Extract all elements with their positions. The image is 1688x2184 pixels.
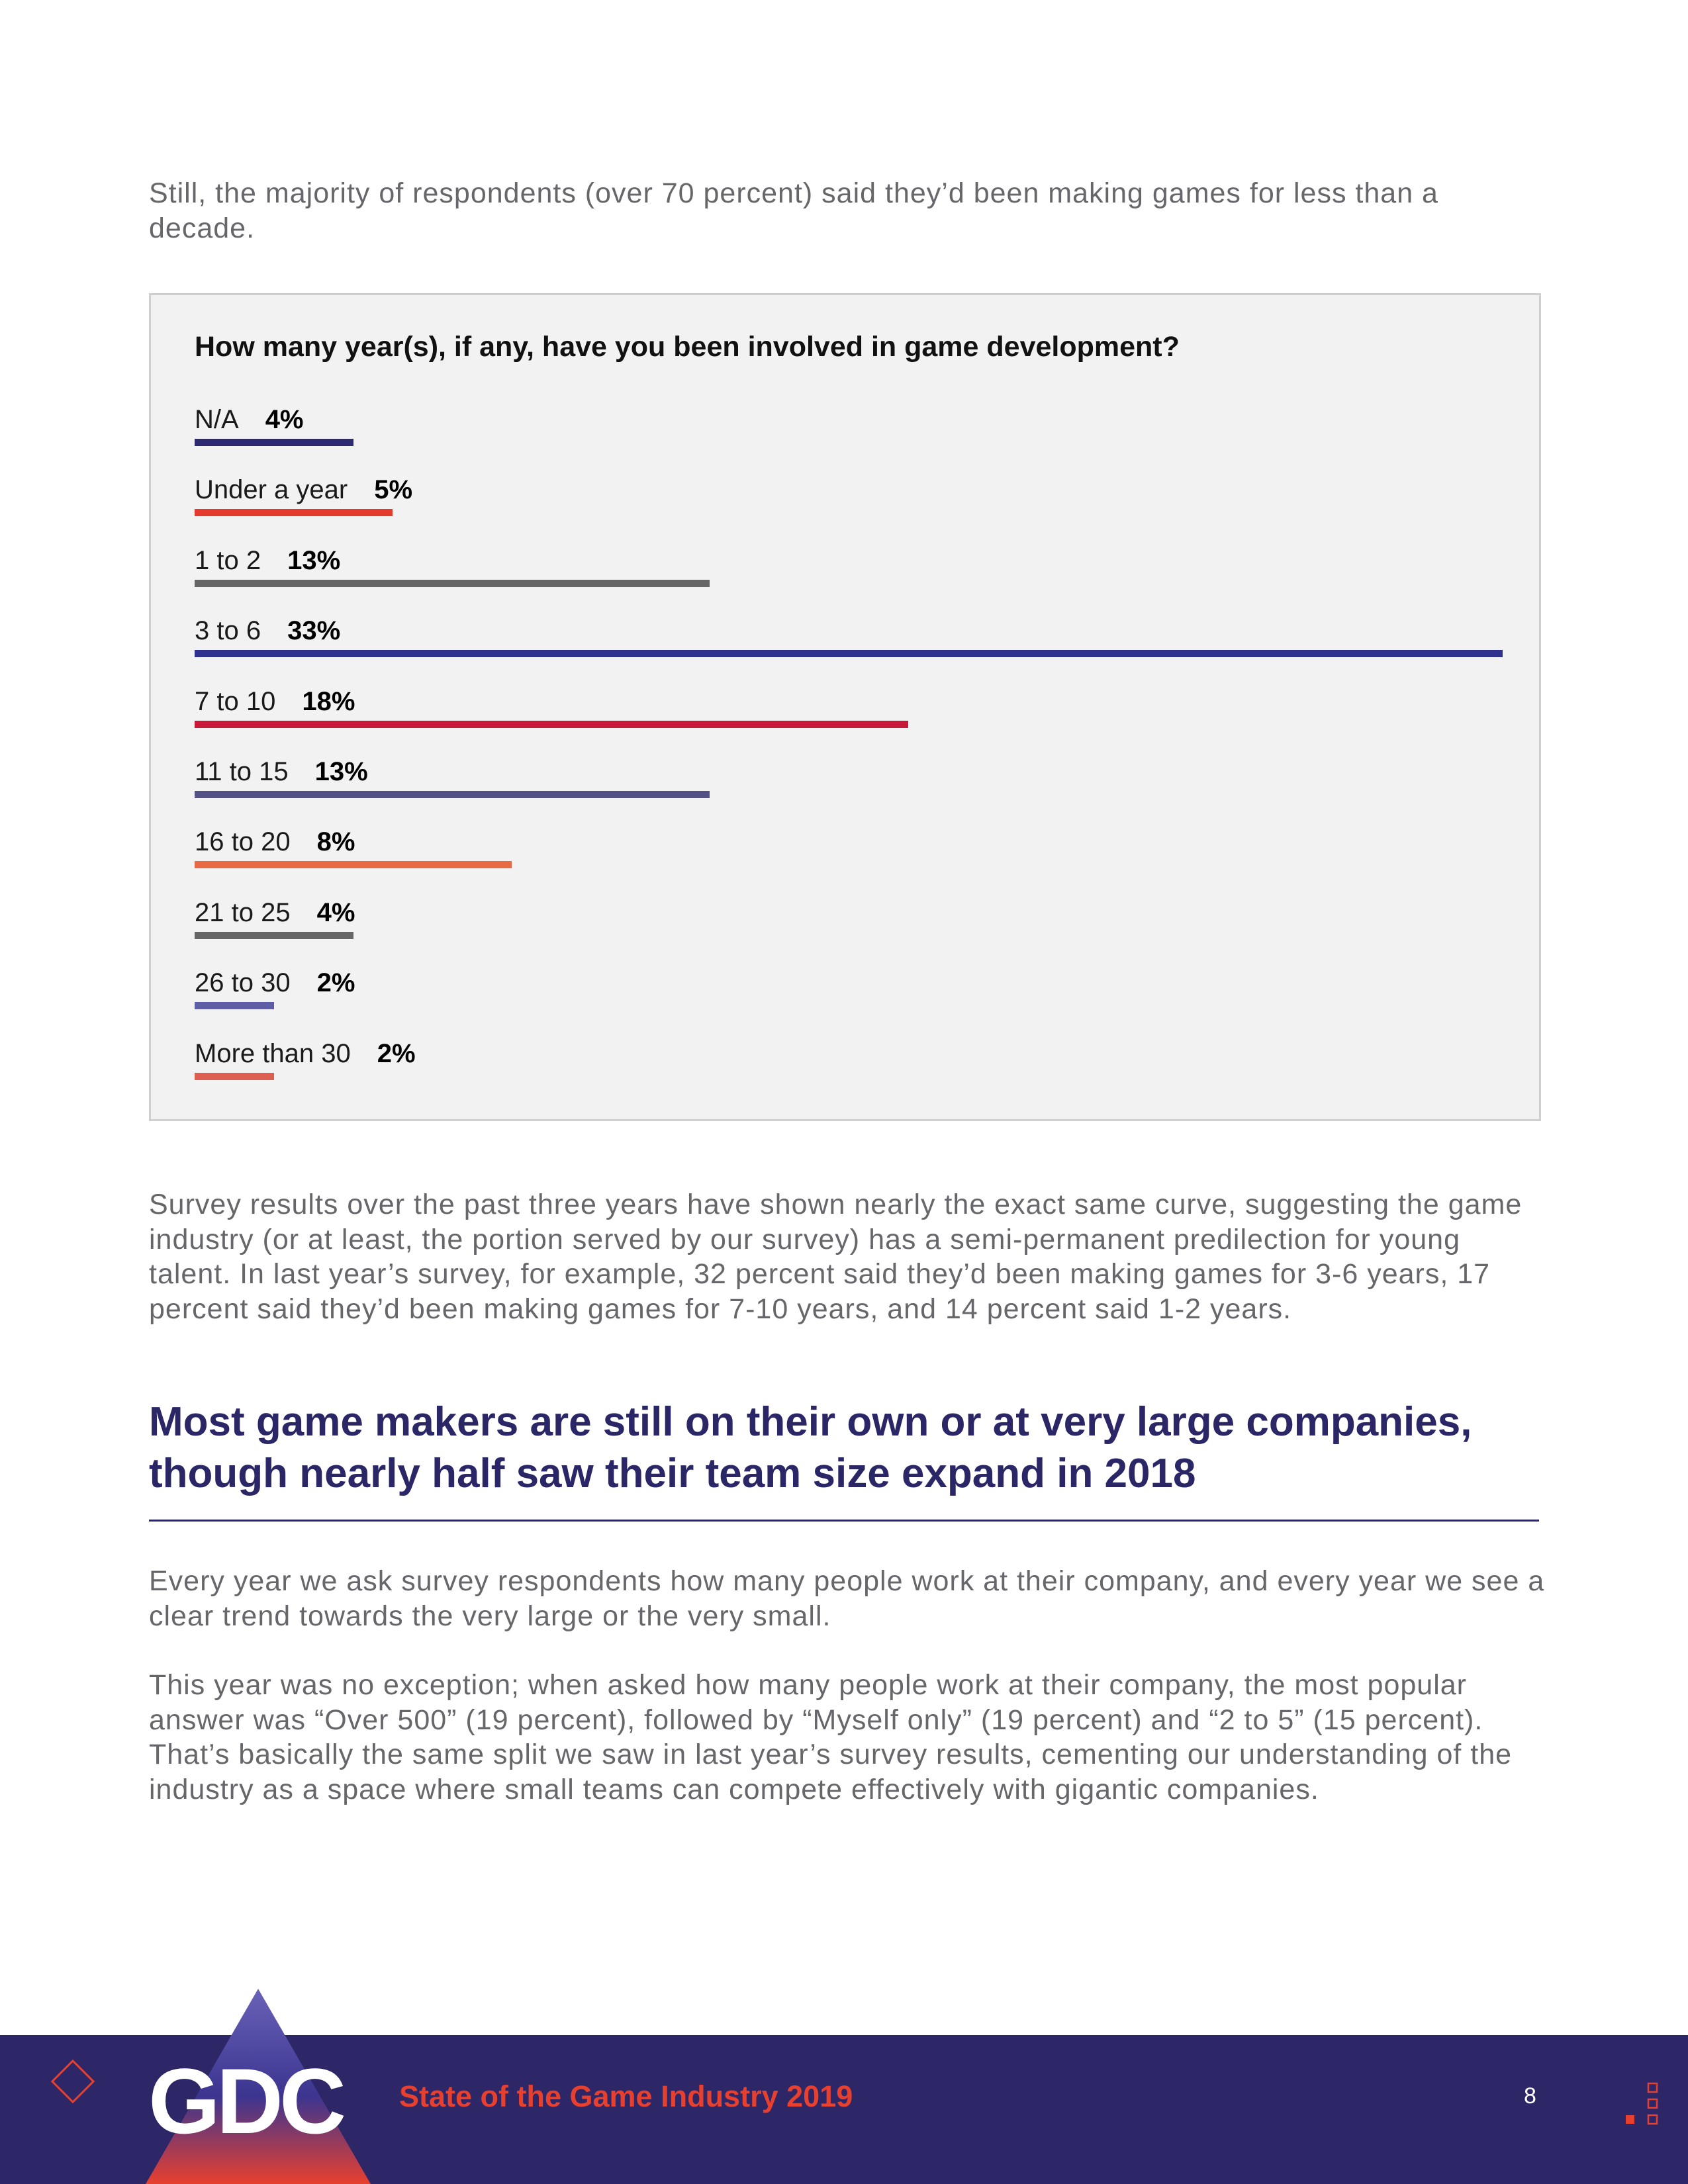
survey-results-paragraph: Survey results over the past three years have shown nearly the exact same curve, suggesting the game industry (or at least, the portion served by our survey) has a semi-permanent predilection for young talent. In last year’s survey, for example, 32 percent said they’d been making games for 3-6 years, 17 percent said they’d been making games for 7-10 years, and 14 percent said 1-2 years.	[149, 1189, 1523, 1325]
bar-label-6	[195, 826, 355, 858]
heading-divider	[149, 1520, 1539, 1522]
footer-title: State of the Game Industry 2019	[399, 2079, 853, 2113]
bar-1	[195, 509, 393, 516]
bar-label-9	[195, 1038, 416, 1069]
bar-category: 11 to 15	[195, 757, 289, 786]
bar-label-1	[195, 474, 412, 506]
bar-category: 26 to 30	[195, 968, 291, 998]
bar-label-2	[195, 545, 340, 576]
corner-squares-icon	[1615, 2078, 1662, 2131]
bar-label-3	[195, 615, 340, 647]
page-number: 8	[1524, 2083, 1536, 2109]
bar-label-8	[195, 967, 355, 999]
bar-category: N/A	[195, 405, 239, 434]
bar-value-label: 2%	[377, 1038, 416, 1068]
bar-value-label: 8%	[316, 827, 355, 857]
bar-0	[195, 439, 353, 446]
bar-category: 16 to 20	[195, 827, 291, 857]
bar-value-label: 2%	[316, 968, 355, 998]
bar-value-label: 13%	[287, 545, 341, 575]
bar-3	[195, 650, 1503, 657]
gdc-logo-text: GDC	[148, 2049, 343, 2153]
bar-value-label: 18%	[302, 686, 355, 716]
chart-title: How many year(s), if any, have you been involved in game development?	[195, 331, 1180, 363]
bar-value-label: 5%	[374, 475, 413, 505]
bar-label-4	[195, 686, 355, 717]
bar-category: More than 30	[195, 1038, 351, 1068]
bar-label-5	[195, 756, 368, 788]
bar-value-label: 4%	[316, 897, 355, 927]
bar-6	[195, 861, 512, 868]
bar-value-label: 13%	[314, 757, 368, 786]
bar-value-label: 33%	[287, 616, 341, 646]
diamond-icon	[46, 2055, 99, 2108]
bar-8	[195, 1002, 274, 1009]
bar-7	[195, 932, 353, 939]
bar-label-7	[195, 897, 355, 929]
bar-9	[195, 1073, 274, 1080]
bar-category: Under a year	[195, 475, 348, 505]
bar-value-label: 4%	[265, 405, 304, 434]
bar-4	[195, 721, 908, 728]
bar-category: 21 to 25	[195, 897, 291, 927]
bar-category: 1 to 2	[195, 545, 261, 575]
exception-paragraph: This year was no exception; when asked how many people work at their company, the most popular answer was “Over 500” (19 percent), followed by “Myself only” (19 percent) and “2 to 5” (15 percent). That’s basically the same split we saw in last year’s survey results, cementing our understanding of the industry as a space where small teams can compete effectively with gigantic companies.	[149, 1669, 1513, 1805]
bar-2	[195, 580, 710, 587]
section-heading: Most game makers are still on their own or at very large companies, though nearly half saw their team size expand in 2018	[149, 1399, 1472, 1496]
bar-category: 7 to 10	[195, 686, 276, 716]
bar-label-0	[195, 404, 304, 435]
company-size-paragraph: Every year we ask survey respondents how many people work at their company, and every year we see a clear trend towards the very large or the very small.	[149, 1565, 1545, 1632]
bar-5	[195, 791, 710, 798]
intro-paragraph: Still, the majority of respondents (over 70 percent) said they’d been making games for less than a decade.	[149, 177, 1438, 244]
bar-category: 3 to 6	[195, 616, 261, 646]
